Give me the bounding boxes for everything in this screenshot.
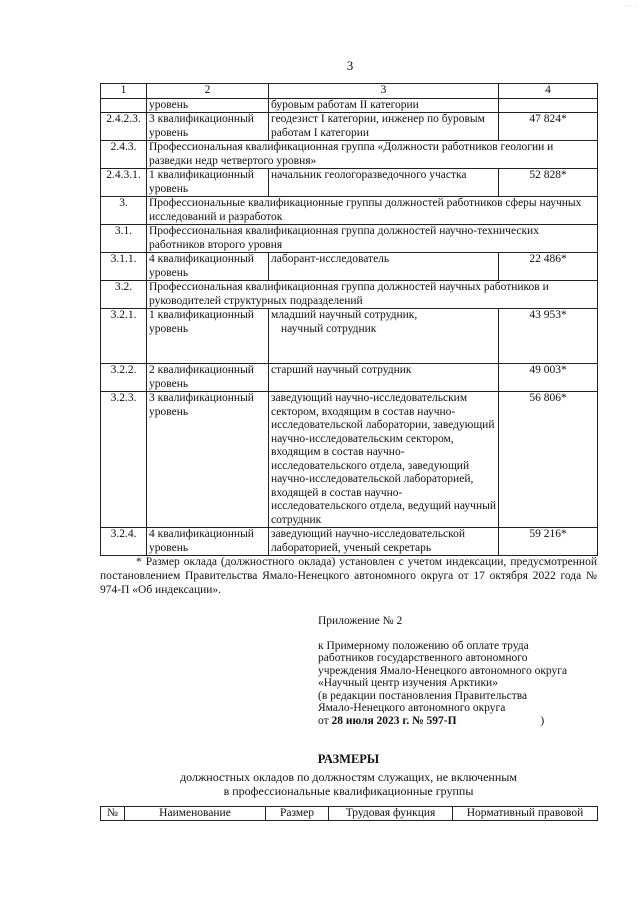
row-number: 3.2.2. [101,364,147,392]
qualification-level: 3 квалификационный уровень [147,113,269,141]
column-header: Трудовая функция [329,807,453,821]
heading-line: в профессиональные квалификационные группы [223,784,474,798]
position-names: буровым работам II категории [269,98,499,113]
page-number: 3 [346,58,354,73]
appendix-title: Приложение № 2 [318,615,403,627]
table-row [101,141,598,169]
group-title: Профессиональная квалификационная группа «Должности работников геологии и разведки недр четвертого уровня» [147,141,598,169]
appendix-line: учреждения Ямало-Ненецкого автономного округа [318,664,568,677]
appendix-line: (в редакции постановления Правительства [318,689,528,702]
table-row [101,113,598,141]
qualification-level: 4 квалификационный уровень [147,253,269,281]
position-names: лаборант-исследователь [269,253,499,281]
row-number: 3.1.1. [101,253,147,281]
qualification-level: 3 квалификационный уровень [147,392,269,528]
qualification-level: 2 квалификационный уровень [147,364,269,392]
column-header: 4 [499,84,598,99]
table-row [101,98,598,113]
appendix-line: «Научный центр изучения Арктики» [318,677,498,689]
positions-salary-table [100,83,598,556]
position-name: младший научный сотрудник, [271,309,418,321]
position-names: геодезист I категории, инженер по буровым работам I категории [269,113,499,141]
table-row [101,197,598,225]
salary-value: 43 953* [499,309,598,364]
table-row [101,528,598,556]
row-number: 3.1. [101,225,147,253]
salary-value: 22 486* [499,253,598,281]
date-prefix: от [318,714,329,727]
column-header: 1 [101,84,147,99]
group-title: Профессиональная квалификационная группа должностей научно-технических работников второго уровня [147,225,598,253]
row-number: 3. [101,197,147,225]
heading-title: РАЗМЕРЫ [317,752,380,766]
qualification-level: 1 квалификационный уровень [147,309,269,364]
table-row [101,364,598,392]
group-title: Профессиональная квалификационная группа должностей научных работников и руководителей структурных подразделений [147,281,598,309]
qualification-level: 4 квалификационный уровень [147,528,269,556]
salary-value: 47 824* [499,113,598,141]
qualification-level: 1 квалификационный уровень [147,169,269,197]
position-names [269,309,499,364]
table-row [101,225,598,253]
position-names: заведующий научно-исследовательской лабораторией, ученый секретарь [269,528,499,556]
row-number: 3.2.3. [101,392,147,528]
corner-mark: · · · [624,2,636,11]
table-row [101,392,598,528]
appendix-line: Ямало-Ненецкого автономного округа [318,702,506,714]
column-header: Наименование [125,807,266,821]
position-names: старший научный сотрудник [269,364,499,392]
table-row [101,309,598,364]
row-number: 3.2. [101,281,147,309]
column-header: № [101,807,125,821]
column-header: 2 [147,84,269,99]
position-names: начальник геологоразведочного участка [269,169,499,197]
table-row [101,169,598,197]
row-number: 2.4.3.1. [101,169,147,197]
position-name: научный сотрудник [281,322,377,335]
row-number: 3.2.1. [101,309,147,364]
salary-value: 49 003* [499,364,598,392]
section-heading [100,752,597,798]
appendix-date-line [318,715,598,728]
table-row [101,253,598,281]
date-suffix: ) [540,714,545,727]
appendix-line: к Примерному положению об оплате труда [318,639,529,652]
column-header: Нормативный правовой [453,807,598,821]
qualification-level: уровень [147,98,269,113]
row-number: 3.2.4. [101,528,147,556]
salary-value: 59 216* [499,528,598,556]
row-number: 2.4.3. [101,141,147,169]
footnote [100,555,597,597]
salary-value [499,98,598,113]
column-header: Размер [266,807,329,821]
salary-value: 56 806* [499,392,598,528]
appendix-line: работников государственного автономного [318,652,528,664]
heading-line: должностных окладов по должностям служащих, не включенным [180,770,517,784]
table-header-row [101,84,598,99]
footnote-text: * Размер оклада (должностного оклада) установлен с учетом индексации, предусмотренной постановлением Правительства Ямало-Ненецкого автономного округа от 17 октября 2022 года № 974-П «Об индексации». [100,556,597,596]
resolution-date-number: 28 июля 2023 г. № 597-П [331,714,457,727]
row-number [101,98,147,113]
table-row [101,281,598,309]
column-header: 3 [269,84,499,99]
table-header-row [101,807,598,821]
position-names: заведующий научно-исследовательским сектором, входящим в состав научно-исследовательской лаборатории, заведующий научно-исследовательским сектором, входящим в состав научно-исследовательского отдела, заведующий научно-исследовательской лабораторией, входящей в состав научно-исследовательского отдела, ведущий научный сотрудник [269,392,499,528]
row-number: 2.4.2.3. [101,113,147,141]
salaries-non-group-table [100,806,598,821]
appendix-block [318,615,598,727]
salary-value: 52 828* [499,169,598,197]
group-title: Профессиональные квалификационные группы должностей работников сферы научных исследований и разработок [147,197,598,225]
